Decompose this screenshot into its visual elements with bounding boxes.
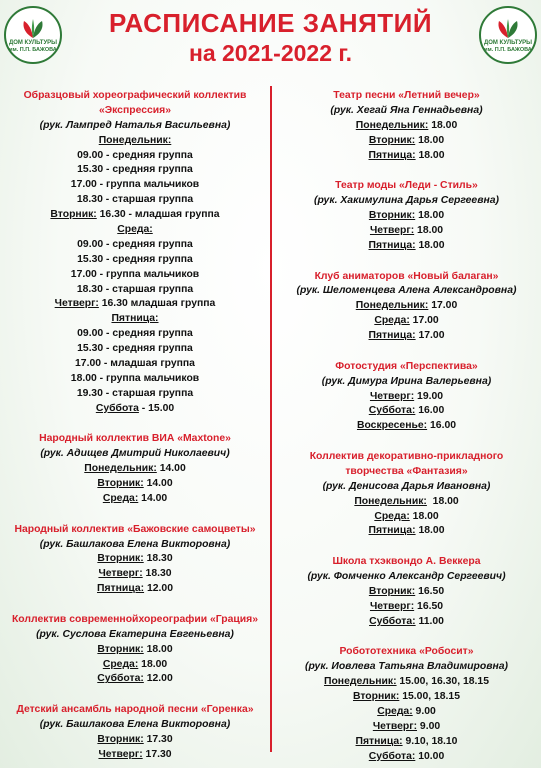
schedule-entry bbox=[274, 750, 539, 765]
section-spacer bbox=[274, 539, 539, 555]
column-divider bbox=[270, 86, 272, 752]
day-label: Вторник: bbox=[368, 134, 416, 146]
time-value: 16.00 bbox=[427, 420, 457, 432]
page-title: РАСПИСАНИЕ ЗАНЯТИЙ bbox=[108, 8, 433, 38]
time-value: - 15.00 bbox=[138, 402, 175, 414]
time-value: 16.00 bbox=[415, 405, 445, 417]
section-spacer bbox=[274, 163, 539, 179]
day-label: Четверг: bbox=[372, 720, 418, 732]
schedule-entry bbox=[274, 224, 539, 239]
group-name: Образцовый хореографический коллектив bbox=[23, 90, 247, 101]
day-label: Вторник: bbox=[97, 553, 144, 565]
day-label: Четверг: bbox=[98, 748, 143, 760]
schedule-entry bbox=[274, 705, 539, 720]
schedule-entry: 09.00 - средняя группа bbox=[77, 328, 193, 340]
time-value: 18.30 bbox=[143, 553, 173, 565]
schedule-entry: 17.00 - группа мальчиков bbox=[70, 179, 200, 191]
time-value: 12.00 bbox=[144, 583, 173, 595]
day-label: Вторник: bbox=[368, 210, 416, 222]
schedule-entry: 17.00 - младшая группа bbox=[75, 358, 195, 370]
section-spacer bbox=[2, 507, 268, 523]
time-value: 18.00 bbox=[428, 119, 458, 131]
logo-text-line2: им. П.П. БАЖОВА bbox=[484, 46, 532, 53]
day-label: Среда: bbox=[377, 705, 413, 717]
time-value: 16.50 bbox=[415, 585, 445, 597]
day-label: Пятница: bbox=[368, 330, 416, 342]
day-label: Среда: bbox=[117, 224, 153, 236]
day-heading bbox=[2, 223, 268, 238]
time-value: 18.00 bbox=[138, 658, 168, 670]
day-label: Понедельник: bbox=[355, 119, 429, 131]
schedule-entry bbox=[274, 314, 539, 329]
time-value: 16.50 bbox=[414, 600, 444, 612]
day-label: Понедельник: bbox=[323, 676, 397, 688]
schedule-entry bbox=[274, 134, 539, 149]
schedule-entry: 15.30 - средняя группа bbox=[77, 164, 193, 176]
group-name: Народный коллектив ВИА «Maxtone» bbox=[39, 433, 231, 445]
day-label: Понедельник: bbox=[355, 300, 429, 312]
time-value: 9.10, 18.10 bbox=[402, 735, 458, 747]
group-name: Клуб аниматоров «Новый балаган» bbox=[314, 270, 499, 282]
time-value: 15.00, 18.15 bbox=[399, 691, 460, 703]
time-value: 14.00 bbox=[156, 463, 186, 475]
group-leader: (рук. Лампред Наталья Васильевна) bbox=[39, 119, 231, 131]
schedule-entry bbox=[274, 419, 539, 434]
time-value: 10.00 bbox=[415, 750, 445, 762]
day-label: Среда: bbox=[102, 658, 139, 670]
time-value: 15.00, 16.30, 18.15 bbox=[396, 676, 489, 688]
day-label: Среда: bbox=[374, 510, 410, 522]
group-name: «Экспрессия» bbox=[98, 104, 172, 116]
day-label: Пятница: bbox=[97, 583, 145, 595]
group-name: Фотостудия «Перспектива» bbox=[335, 360, 478, 372]
section-spacer bbox=[274, 434, 539, 450]
section-spacer bbox=[274, 344, 539, 360]
schedule-entry: 19.30 - старшая группа bbox=[76, 387, 194, 399]
schedule-entry bbox=[274, 585, 539, 600]
day-label: Пятница: bbox=[368, 239, 416, 251]
group-leader: (рук. Суслова Екатерина Евгеньевна) bbox=[36, 628, 234, 640]
time-value: 16.30 младшая группа bbox=[98, 298, 216, 310]
schedule-entry bbox=[274, 735, 539, 750]
time-value: 17.00 bbox=[415, 330, 445, 342]
time-value: 18.00 bbox=[426, 495, 459, 507]
schedule-entry: 18.30 - старшая группа bbox=[76, 194, 194, 206]
group-leader: (рук. Денисова Дарья Ивановна) bbox=[322, 480, 491, 492]
group-name: творчества «Фантазия» bbox=[345, 465, 468, 477]
day-label: Понедельник: bbox=[354, 495, 427, 507]
schedule-entry bbox=[2, 552, 268, 567]
schedule-entry bbox=[274, 510, 539, 525]
time-value: 14.00 bbox=[138, 492, 168, 504]
day-heading bbox=[2, 134, 268, 149]
time-value: 18.00 bbox=[143, 643, 173, 655]
schedule-entry bbox=[274, 299, 539, 314]
schedule-column-right bbox=[274, 89, 539, 765]
schedule-entry bbox=[274, 119, 539, 134]
day-label: Воскресенье: bbox=[356, 420, 428, 432]
schedule-entry bbox=[2, 477, 268, 492]
schedule-entry bbox=[274, 690, 539, 705]
day-label: Среда: bbox=[102, 492, 139, 504]
page-subtitle: на 2021-2022 г. bbox=[188, 40, 353, 66]
logo-text-line2: им. П.П. БАЖОВА bbox=[9, 46, 57, 53]
day-label: Вторник: bbox=[368, 585, 416, 597]
schedule-entry: 17.00 - группа мальчиков bbox=[70, 268, 200, 280]
time-value: 12.00 bbox=[143, 673, 173, 685]
time-value: 9.00 bbox=[417, 720, 441, 732]
group-leader: (рук. Адищев Дмитрий Николаевич) bbox=[40, 448, 230, 460]
day-label: Вторник: bbox=[352, 691, 400, 703]
time-value: 18.00 bbox=[414, 224, 444, 236]
day-label: Суббота bbox=[95, 402, 139, 414]
day-label: Четверг: bbox=[98, 568, 143, 580]
schedule-entry: 15.30 - средняя группа bbox=[77, 343, 193, 355]
group-name: Школа тхэквондо А. Веккера bbox=[332, 556, 481, 568]
group-name: Робототехника «Робосит» bbox=[339, 646, 474, 658]
day-label: Вторник: bbox=[97, 643, 144, 655]
time-value: 18.30 bbox=[142, 568, 172, 580]
day-heading bbox=[2, 312, 268, 327]
section-spacer bbox=[2, 597, 268, 613]
schedule-entry bbox=[274, 149, 539, 164]
day-label: Суббота: bbox=[368, 405, 416, 417]
day-label: Четверг: bbox=[369, 600, 415, 612]
schedule-entry bbox=[274, 390, 539, 405]
schedule-column-left bbox=[2, 89, 268, 763]
time-value: 14.00 bbox=[143, 478, 173, 490]
schedule-entry bbox=[274, 524, 539, 539]
day-label: Вторник: bbox=[50, 209, 97, 221]
schedule-entry: 09.00 - средняя группа bbox=[77, 149, 193, 161]
logo-text-line1: ДОМ КУЛЬТУРЫ bbox=[483, 39, 533, 46]
day-label: Понедельник: bbox=[98, 134, 172, 146]
day-label: Четверг: bbox=[54, 298, 99, 310]
time-value: 17.00 bbox=[428, 300, 458, 312]
schedule-entry bbox=[2, 582, 268, 597]
day-label: Пятница: bbox=[368, 149, 416, 161]
schedule-entry bbox=[274, 720, 539, 735]
section-spacer bbox=[2, 417, 268, 433]
day-label: Среда: bbox=[374, 315, 410, 327]
day-label: Пятница: bbox=[111, 313, 159, 325]
schedule-entry bbox=[2, 672, 268, 687]
time-value: 18.00 bbox=[415, 149, 445, 161]
schedule-entry bbox=[274, 329, 539, 344]
time-value: 17.30 bbox=[142, 748, 172, 760]
time-value: 18.00 bbox=[415, 525, 445, 537]
time-value: 11.00 bbox=[415, 615, 444, 627]
group-name: Коллектив декоративно-прикладного bbox=[309, 451, 504, 462]
schedule-entry bbox=[2, 462, 268, 477]
time-value: 16.30 - младшая группа bbox=[96, 209, 220, 221]
day-label: Пятница: bbox=[368, 525, 416, 537]
section-spacer bbox=[274, 630, 539, 646]
schedule-entry bbox=[274, 675, 539, 690]
group-leader: (рук. Хегай Яна Геннадьевна) bbox=[330, 104, 483, 116]
group-leader: (рук. Фомченко Александр Сергеевич) bbox=[307, 571, 506, 583]
time-value: 9.00 bbox=[412, 705, 436, 717]
time-value: 17.30 bbox=[143, 733, 173, 745]
day-label: Пятница: bbox=[355, 735, 403, 747]
time-value: 19.00 bbox=[414, 390, 444, 402]
group-name: Народный коллектив «Бажовские самоцветы» bbox=[14, 523, 256, 535]
day-label: Суббота: bbox=[369, 615, 416, 627]
time-value: 18.00 bbox=[415, 134, 445, 146]
group-leader: (рук. Шеломенцева Алена Александровна) bbox=[296, 285, 517, 297]
group-name: Коллектив современнойхореографии «Грация» bbox=[11, 613, 259, 625]
schedule-entry bbox=[2, 748, 268, 763]
schedule-entry bbox=[274, 615, 539, 630]
schedule-entry bbox=[274, 209, 539, 224]
schedule-entry bbox=[2, 567, 268, 582]
day-label: Вторник: bbox=[97, 478, 144, 490]
time-value: 18.00 bbox=[415, 239, 445, 251]
schedule-entry bbox=[274, 239, 539, 254]
schedule-entry bbox=[2, 297, 268, 312]
day-label: Суббота: bbox=[97, 673, 144, 685]
schedule-entry: 15.30 - средняя группа bbox=[77, 253, 193, 265]
schedule-entry: 09.00 - средняя группа bbox=[77, 238, 193, 250]
day-label: Четверг: bbox=[369, 224, 415, 236]
day-label: Суббота: bbox=[368, 750, 416, 762]
schedule-entry bbox=[2, 402, 268, 417]
group-name: Театр песни «Летний вечер» bbox=[333, 90, 480, 101]
schedule-entry bbox=[2, 658, 268, 673]
day-label: Понедельник: bbox=[84, 463, 157, 475]
schedule-entry bbox=[274, 600, 539, 615]
schedule-entry bbox=[2, 643, 268, 658]
section-spacer bbox=[274, 254, 539, 270]
schedule-entry bbox=[274, 495, 539, 510]
schedule-entry: 18.00 - группа мальчиков bbox=[70, 372, 200, 384]
day-label: Четверг: bbox=[369, 390, 415, 402]
schedule-entry bbox=[2, 208, 268, 223]
schedule-entry bbox=[2, 492, 268, 507]
time-value: 17.00 bbox=[409, 315, 439, 327]
group-name: Театр моды «Леди - Стиль» bbox=[335, 180, 478, 192]
time-value: 18.00 bbox=[409, 510, 439, 522]
group-leader: (рук. Димура Ирина Валерьевна) bbox=[321, 375, 492, 387]
schedule-entry bbox=[274, 404, 539, 419]
group-leader: (рук. Башлакова Елена Викторовна) bbox=[39, 538, 231, 550]
schedule-entry: 18.30 - старшая группа bbox=[76, 283, 194, 295]
group-leader: (рук. Башлакова Елена Викторовна) bbox=[39, 719, 231, 731]
group-leader: (рук. Иовлева Татьяна Владимировна) bbox=[305, 661, 508, 673]
time-value: 18.00 bbox=[415, 210, 445, 222]
group-name: Детский ансамбль народной песни «Горенка» bbox=[16, 704, 254, 716]
day-label: Вторник: bbox=[97, 733, 144, 745]
section-spacer bbox=[2, 687, 268, 703]
schedule-entry bbox=[2, 733, 268, 748]
group-leader: (рук. Хакимулина Дарья Сергеевна) bbox=[314, 195, 499, 207]
logo-text-line1: ДОМ КУЛЬТУРЫ bbox=[8, 39, 58, 46]
